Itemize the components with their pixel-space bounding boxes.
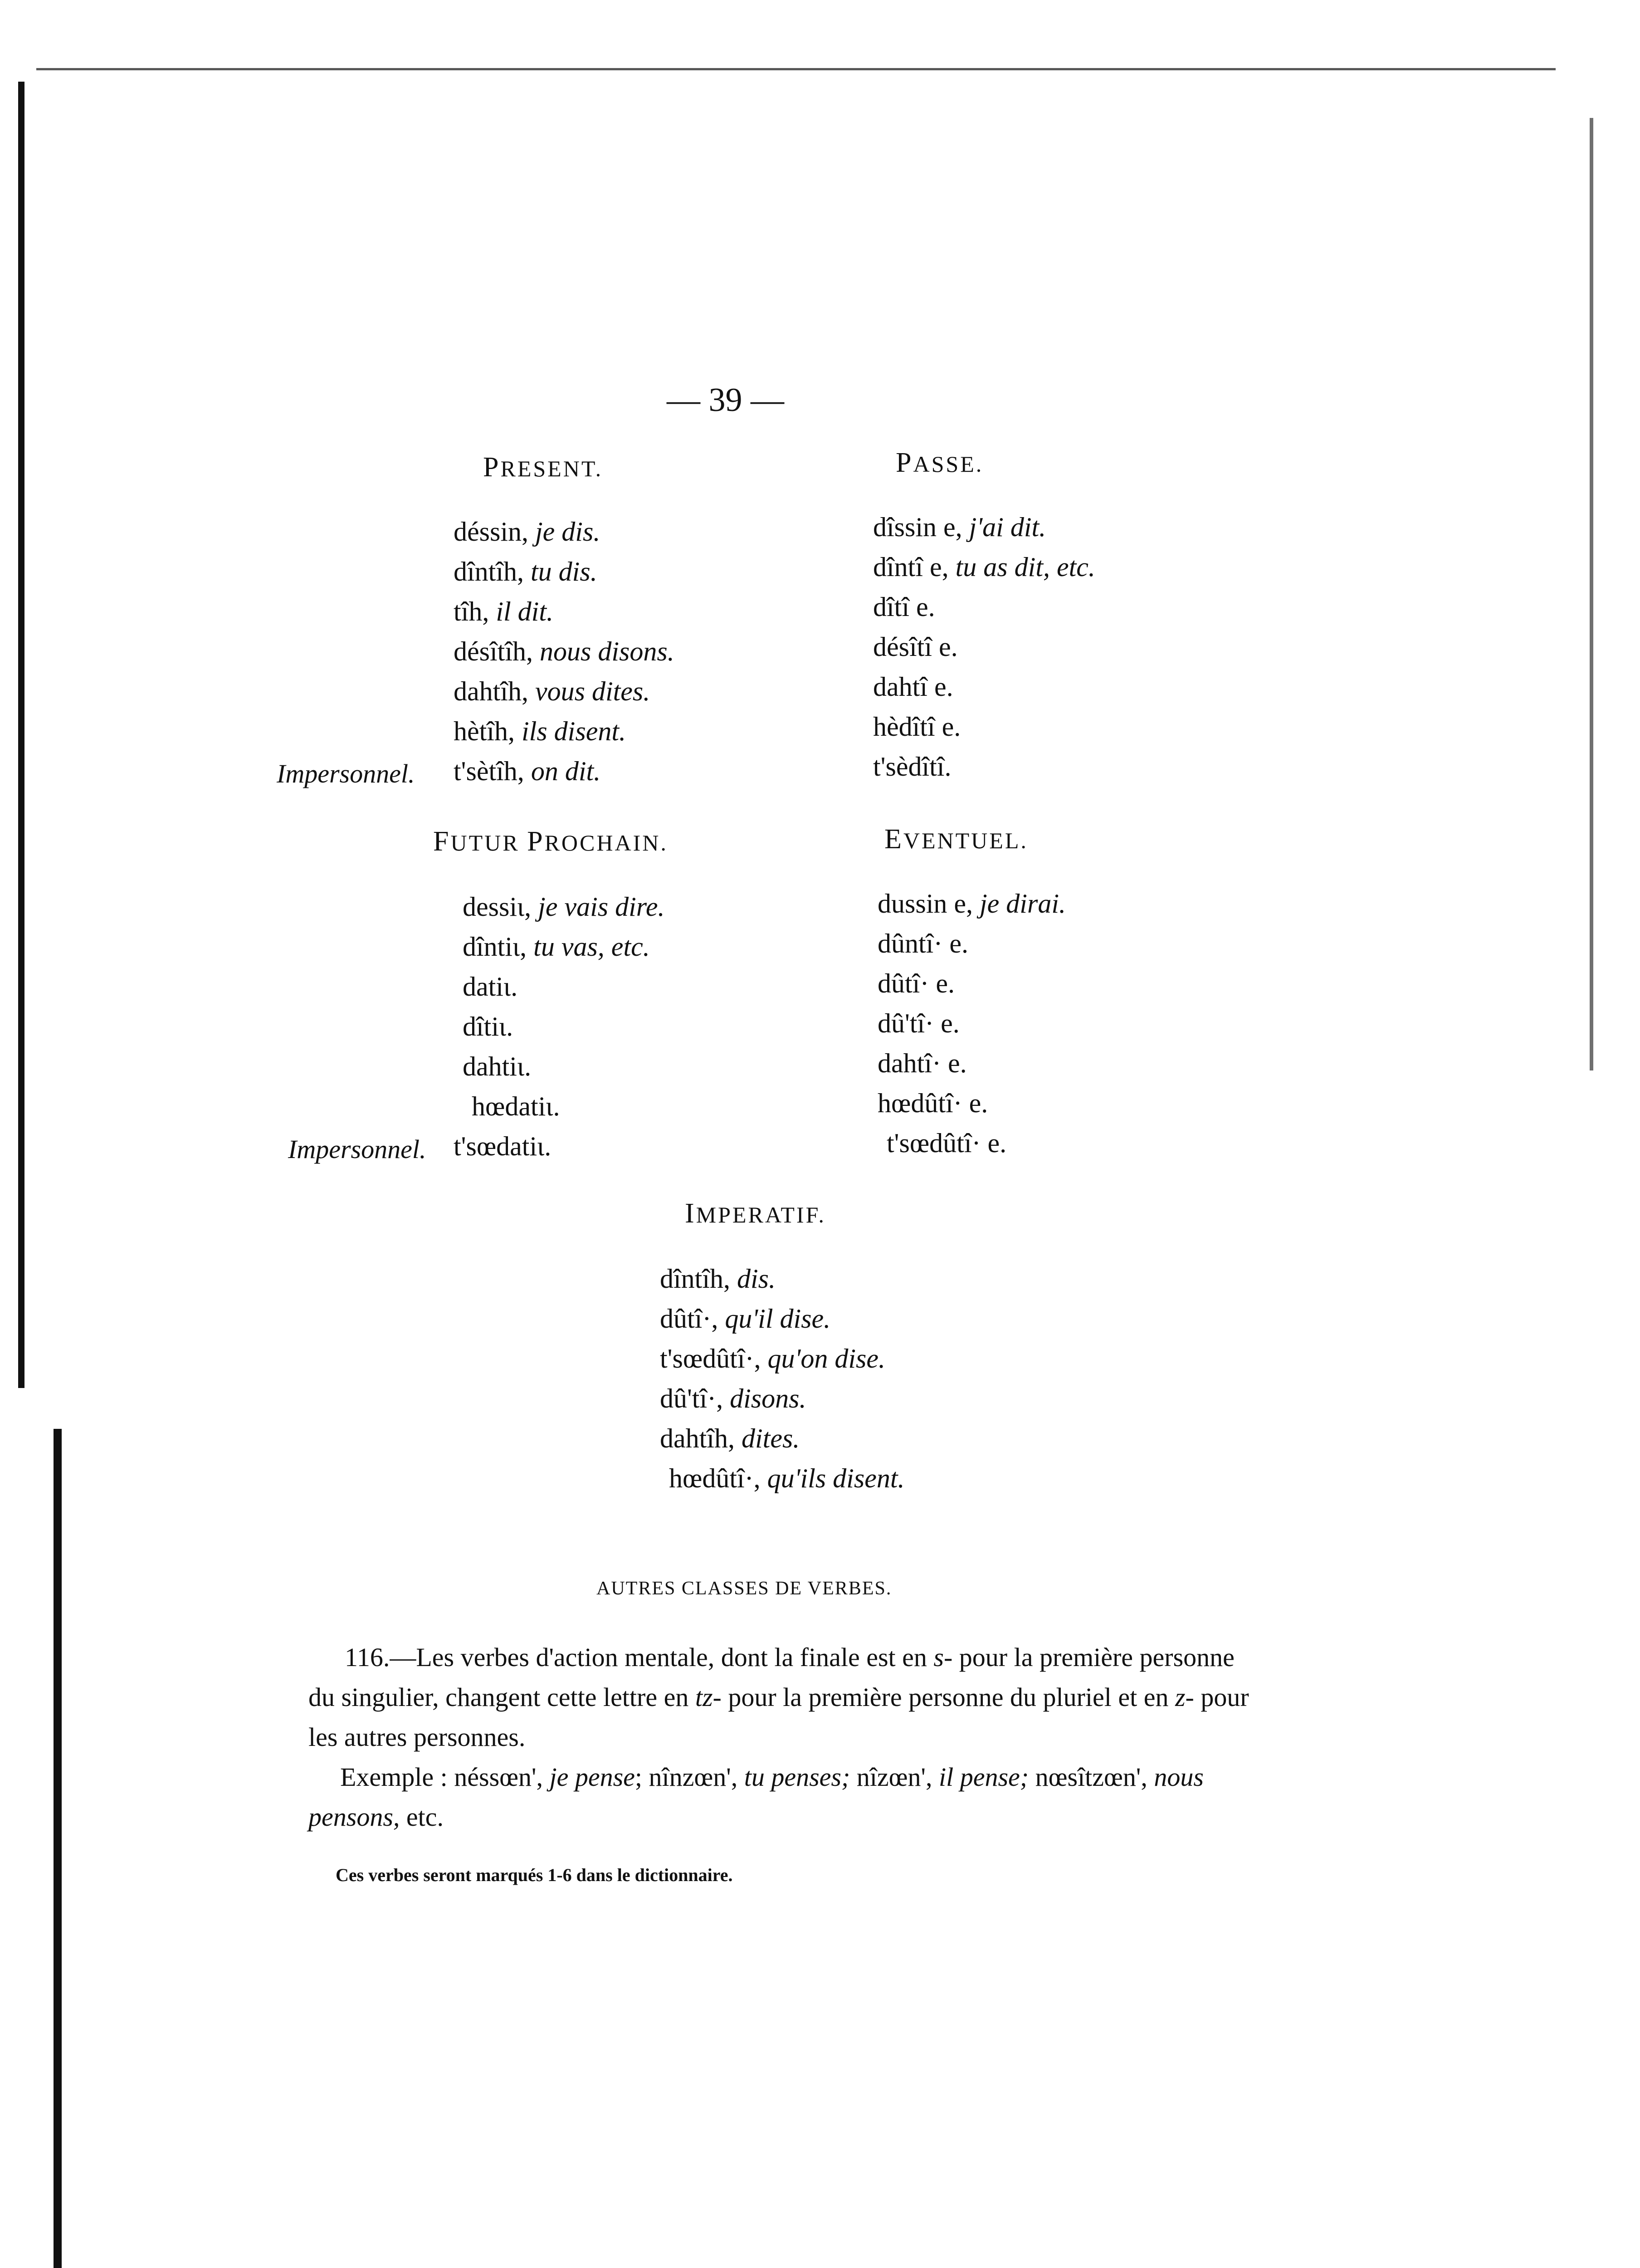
imperatif-line: dîntîh, dis. [660,1264,776,1294]
passe-column [873,507,1095,787]
present-line: désîtîh, nous disons. [454,636,674,666]
left-edge-shadow-lower [54,1429,62,2268]
present-line: t'sètîh, on dit. [454,756,601,786]
left-edge-shadow [18,82,24,1388]
imperatif-column [660,1259,905,1498]
passe-line: dîtî e. [873,592,935,622]
present-line: tîh, il dit. [454,596,554,626]
top-edge-line [36,68,1556,70]
eventuel-column [878,884,1066,1163]
futur-line: dahtiɩ. [463,1051,532,1081]
paragraph-116: 116.—Les verbes d'action mentale, dont la finale est en s- pour la première personne du singulier, changent cette lettre en tz- pour la première personne du pluriel et en z- pour les autres personnes. [308,1642,1249,1752]
present-line: dîntîh, tu dis. [454,557,597,587]
imperatif-line: hœdûtî·, qu'ils disent. [669,1463,905,1493]
eventuel-line: dussin e, je dirai. [878,889,1066,919]
example-paragraph: Exemple : néssœn', je pense; nînzœn', tu penses; nîzœn', il pense; nœsîtzœn', nous pensons, etc. [308,1762,1204,1832]
futur-prochain-heading: FUTUR PROCHAIN. [433,826,668,857]
present-heading: PRESENT. [483,452,603,483]
eventuel-line: dûntî· e. [878,929,968,958]
passe-line: dîssin e, j'ai dit. [873,512,1046,542]
imperatif-line: dûtî·, qu'il dise. [660,1304,831,1334]
eventuel-heading: EVENTUEL. [884,824,1028,855]
futur-impersonnel-label: Impersonnel. [288,1134,426,1164]
futur-line: hœdatiɩ. [472,1091,560,1121]
eventuel-line: hœdûtî· e. [878,1088,988,1118]
eventuel-line: t'sœdûtî· e. [887,1128,1007,1158]
passe-heading: PASSE. [896,447,984,478]
futur-line: dîntiɩ, tu vas, etc. [463,932,650,962]
passe-line: t'sèdîtî. [873,752,952,782]
passe-line: dîntî e, tu as dit, etc. [873,552,1095,582]
futur-prochain-column [454,887,665,1166]
page-number: — 39 — [667,381,784,419]
passe-line: hèdîtî e. [873,712,961,742]
futur-line: dîtiɩ. [463,1012,513,1041]
passe-line: dahtî e. [873,672,953,702]
present-line: dahtîh, vous dites. [454,676,650,706]
section-title: AUTRES CLASSES DE VERBES. [596,1578,892,1599]
paragraph-number: 116.— [345,1642,416,1672]
present-line: hètîh, ils disent. [454,716,626,746]
eventuel-line: dahtî· e. [878,1048,967,1078]
present-line: déssin, je dis. [454,517,600,547]
imperatif-line: dahtîh, dites. [660,1423,800,1453]
futur-line: dessiɩ, je vais dire. [463,892,665,922]
footnote: Ces verbes seront marqués 1-6 dans le dictionnaire. [336,1865,733,1885]
present-column [454,512,674,791]
eventuel-line: dûtî· e. [878,968,955,998]
futur-line: t'sœdatiɩ. [454,1131,552,1161]
imperatif-line: dû'tî·, disons. [660,1383,806,1413]
imperatif-heading: IMPERATIF. [685,1198,826,1229]
futur-line: datiɩ. [463,972,518,1002]
imperatif-line: t'sœdûtî·, qu'on dise. [660,1344,885,1374]
eventuel-line: dû'tî· e. [878,1008,960,1038]
present-impersonnel-label: Impersonnel. [277,759,415,788]
passe-line: désîtî e. [873,632,958,662]
right-edge-line [1590,118,1593,1070]
